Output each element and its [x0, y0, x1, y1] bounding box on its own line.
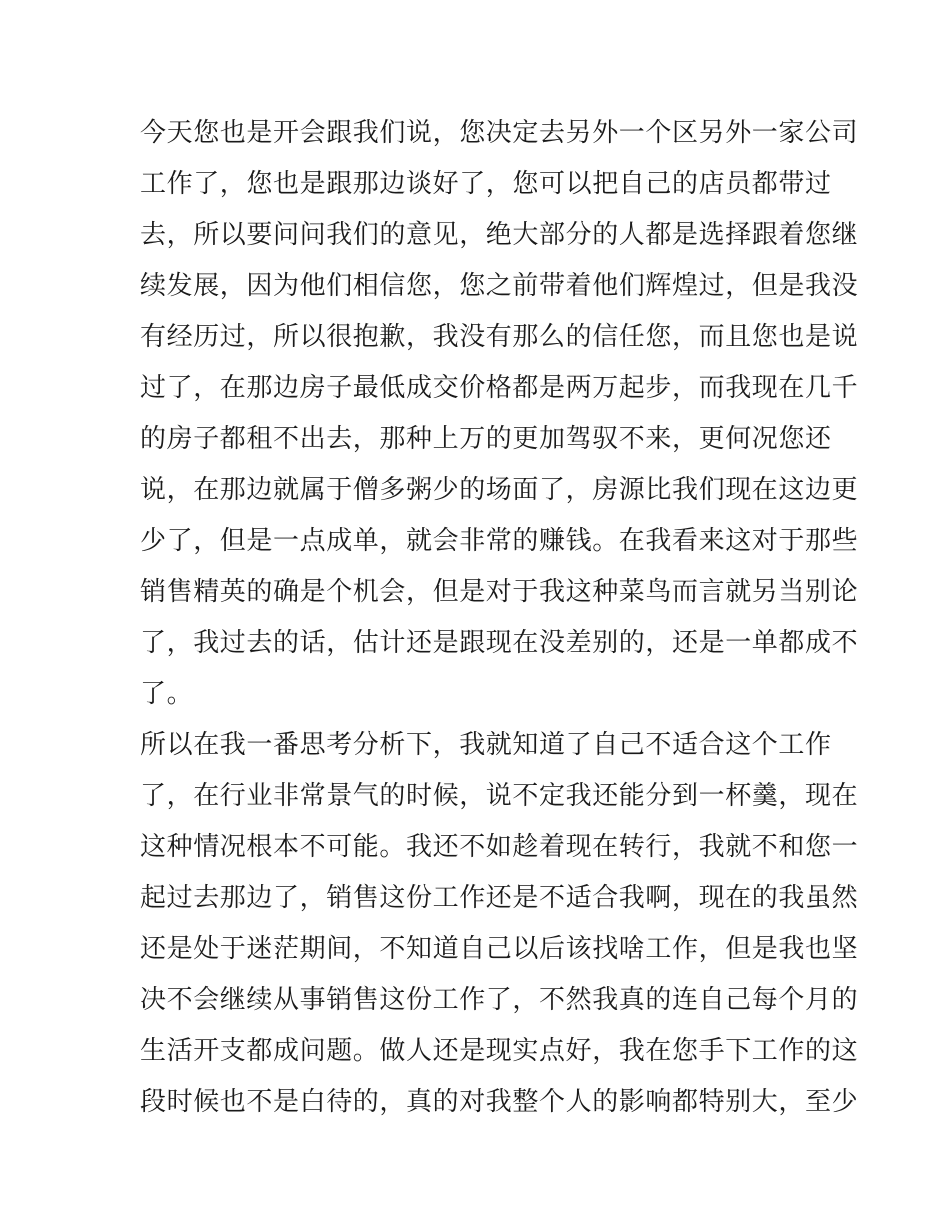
text-line: 工作了，您也是跟那边谈好了，您可以把自己的店员都带过	[140, 169, 832, 199]
text-line: 过了，在那边房子最低成交价格都是两万起步，而我现在几千	[140, 373, 859, 403]
text-line: 有经历过，所以很抱歉，我没有那么的信任您，而且您也是说	[140, 322, 859, 352]
text-line: 续发展，因为他们相信您，您之前带着他们辉煌过，但是我没	[140, 271, 859, 301]
text-line: 生活开支都成问题。做人还是现实点好，我在您手下工作的这	[140, 1036, 859, 1066]
text-line: 今天您也是开会跟我们说，您决定去另外一个区另外一家公司	[140, 118, 859, 148]
text-line: 决不会继续从事销售这份工作了，不然我真的连自己每个月的	[140, 985, 859, 1015]
text-line: 说，在那边就属于僧多粥少的场面了，房源比我们现在这边更	[140, 475, 859, 505]
text-line: 还是处于迷茫期间，不知道自己以后该找啥工作，但是我也坚	[140, 934, 859, 964]
text-line: 的房子都租不出去，那种上万的更加驾驭不来，更何况您还	[140, 424, 832, 454]
text-line: 了，我过去的话，估计还是跟现在没差别的，还是一单都成不	[140, 628, 859, 658]
text-line: 起过去那边了，销售这份工作还是不适合我啊，现在的我虽然	[140, 883, 859, 913]
text-line: 去，所以要问问我们的意见，绝大部分的人都是选择跟着您继	[140, 220, 859, 250]
text-line: 销售精英的确是个机会，但是对于我这种菜鸟而言就另当别论	[140, 577, 859, 607]
text-line: 少了，但是一点成单，就会非常的赚钱。在我看来这对于那些	[140, 526, 859, 556]
text-line: 段时候也不是白待的，真的对我整个人的影响都特别大，至少	[140, 1087, 859, 1117]
text-line: 了，在行业非常景气的时候，说不定我还能分到一杯羹，现在	[140, 781, 859, 811]
text-line: 了。	[140, 679, 194, 709]
body-text	[140, 108, 859, 1128]
text-line: 所以在我一番思考分析下，我就知道了自己不适合这个工作	[140, 730, 832, 760]
text-line: 这种情况根本不可能。我还不如趁着现在转行，我就不和您一	[140, 832, 859, 862]
